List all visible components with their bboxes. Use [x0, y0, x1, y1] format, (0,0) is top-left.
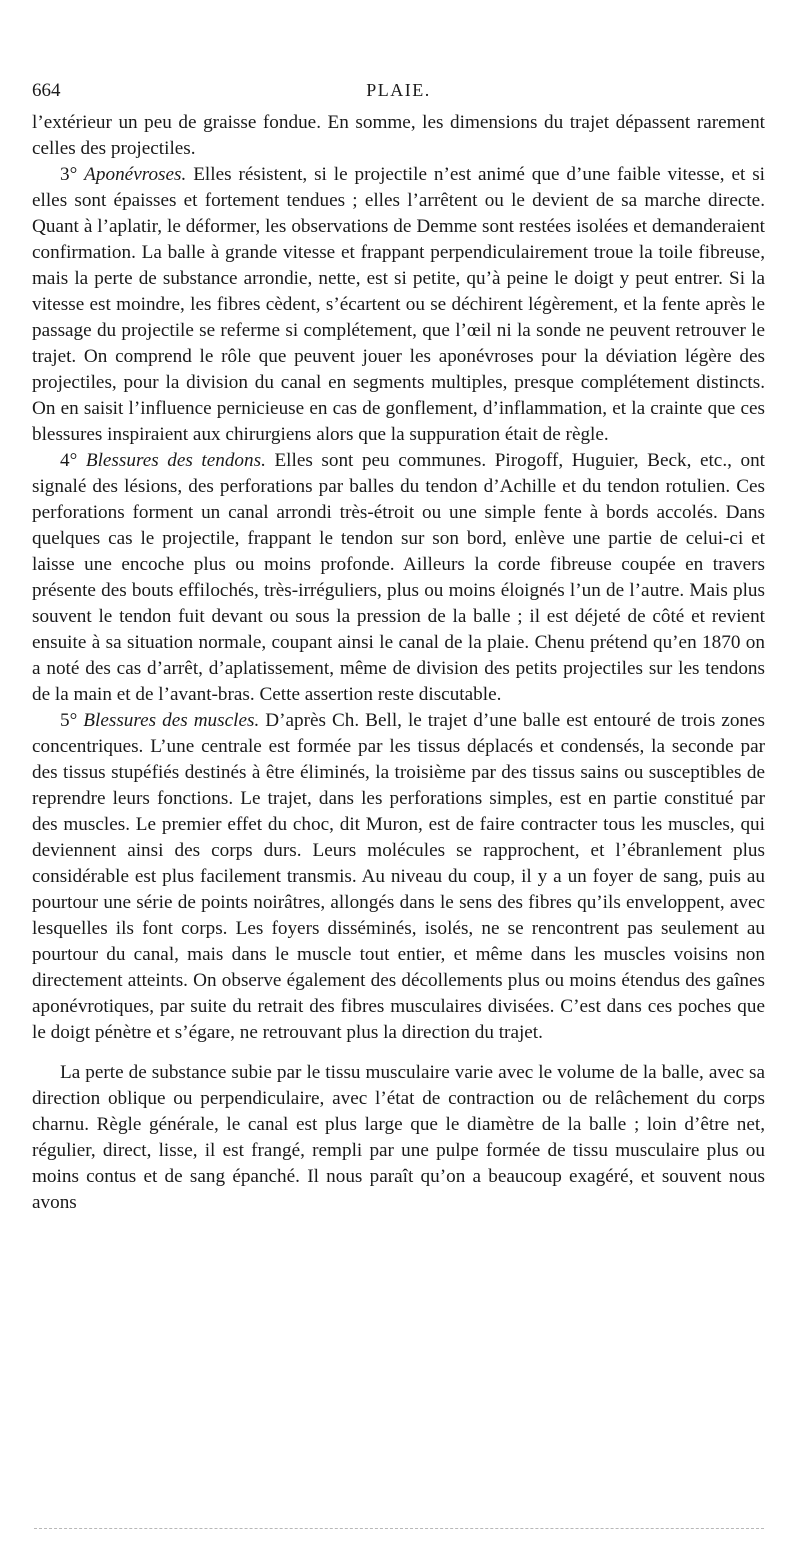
paragraph-text: Elles sont peu communes. Pirogoff, Huguier, Beck, etc., ont signalé des lésions, des perforations par balles du tendon d’Achille et du tendon rotulien. Ces perforations forment un canal arrondi très-étroit ou une simple fente à bords accolés. Dans quelques cas le projectile, frappant le tendon sur son bord, enlève une partie de celui-ci et laisse une encoche plus ou moins profonde. Ailleurs la corde fibreuse coupée en travers présente des bouts effilochés, très-irréguliers, plus ou moins éloignés l’un de l’autre. Mais plus souvent le tendon fuit devant ou sous la pression de la balle ; il est déjeté de côté et revient ensuite à sa situation normale, coupant ainsi le canal de la plaie. Chenu prétend qu’en 1870 on a noté des cas d’arrêt, d’aplatissement, même de division des petits projectiles sur les tendons de la main et de l’avant-bras. Cette assertion reste discutable. — [32, 450, 765, 705]
paragraph-muscles — [32, 708, 765, 1046]
body-text — [32, 110, 765, 1216]
paragraph-aponevroses — [32, 162, 765, 448]
paragraph-continuation — [32, 110, 765, 162]
section-title: Blessures des tendons. — [85, 450, 266, 471]
section-number: 3° — [60, 164, 85, 185]
paragraph-text: La perte de substance subie par le tissu musculaire varie avec le volume de la balle, avec sa direction oblique ou perpendiculaire, avec l’état de contraction ou de relâchement du corps charnu. Règle générale, le canal est plus large que le diamètre de la balle ; loin d’être net, régulier, direct, lisse, il est frangé, rempli par une pulpe formée de tissu musculaire plus ou moins contus et de sang épanché. Il nous paraît qu’on a beaucoup exagéré, et souvent nous avons — [32, 1062, 765, 1213]
footer-divider — [34, 1528, 764, 1529]
paragraph-text: D’après Ch. Bell, le trajet d’une balle est entouré de trois zones concentriques. L’une centrale est formée par les tissus déplacés et condensés, la seconde par des tissus stupéfiés destinés à être éliminés, la troisième par des tissus sains ou susceptibles de reprendre leurs fonctions. Le trajet, dans les perforations simples, est en partie constitué par des muscles. Le premier effet du choc, dit Muron, est de faire contracter tous les muscles, qui deviennent ainsi des corps durs. Leurs molécules se rapprochent, et l’ébranlement plus considérable est plus facilement transmis. Au niveau du coup, il y a un foyer de sang, puis au pourtour une série de points noirâtres, allongés dans le sens des fibres qu’ils enveloppent, avec lesquelles ils font corps. Les foyers disséminés, isolés, ne se rencontrent pas seulement au pourtour du canal, mais dans le muscle tout entier, et même dans les muscles voisins non directement atteints. On observe également des décollements plus ou moins étendus des gaînes aponévrotiques, par suite du retrait des fibres musculaires divisées. C’est dans ces poches que le doigt pénètre et s’égare, ne retrouvant plus la direction du trajet. — [32, 710, 765, 1043]
paragraph-tendons — [32, 448, 765, 708]
page-number: 664 — [32, 80, 61, 101]
book-page — [32, 78, 765, 1216]
section-title: Blessures des muscles. — [83, 710, 260, 731]
paragraph-perte-substance — [32, 1060, 765, 1216]
page-header — [32, 78, 765, 110]
section-title: Aponévroses. — [84, 164, 187, 185]
paragraph-text: l’extérieur un peu de graisse fondue. En somme, les dimensions du trajet dépassent rarement celles des projectiles. — [32, 112, 765, 159]
section-number: 4° — [60, 450, 86, 471]
running-title: PLAIE. — [366, 80, 431, 100]
paragraph-text: Elles résistent, si le projectile n’est animé que d’une faible vitesse, et si elles sont épaisses et fortement tendues ; elles l’arrêtent ou le devient de sa marche directe. Quant à l’aplatir, le déformer, les observations de Demme sont restées isolées et demanderaient confirmation. La balle à grande vitesse et frappant perpendiculairement troue la toile fibreuse, mais la perte de substance arrondie, nette, est si petite, qu’à peine le doigt y peut entrer. Si la vitesse est moindre, les fibres cèdent, s’écartent ou se déchirent légèrement, et la fente après le passage du projectile se referme si complétement, que l’œil ni la sonde ne peuvent retrouver le trajet. On comprend le rôle que peuvent jouer les aponévroses pour la déviation légère des projectiles, pour la division du canal en segments multiples, presque complétement distincts. On en saisit l’influence pernicieuse en cas de gonflement, d’inflammation, et la crainte que ces blessures inspiraient aux chirurgiens alors que la suppuration était de règle. — [32, 164, 765, 445]
section-number: 5° — [60, 710, 84, 731]
